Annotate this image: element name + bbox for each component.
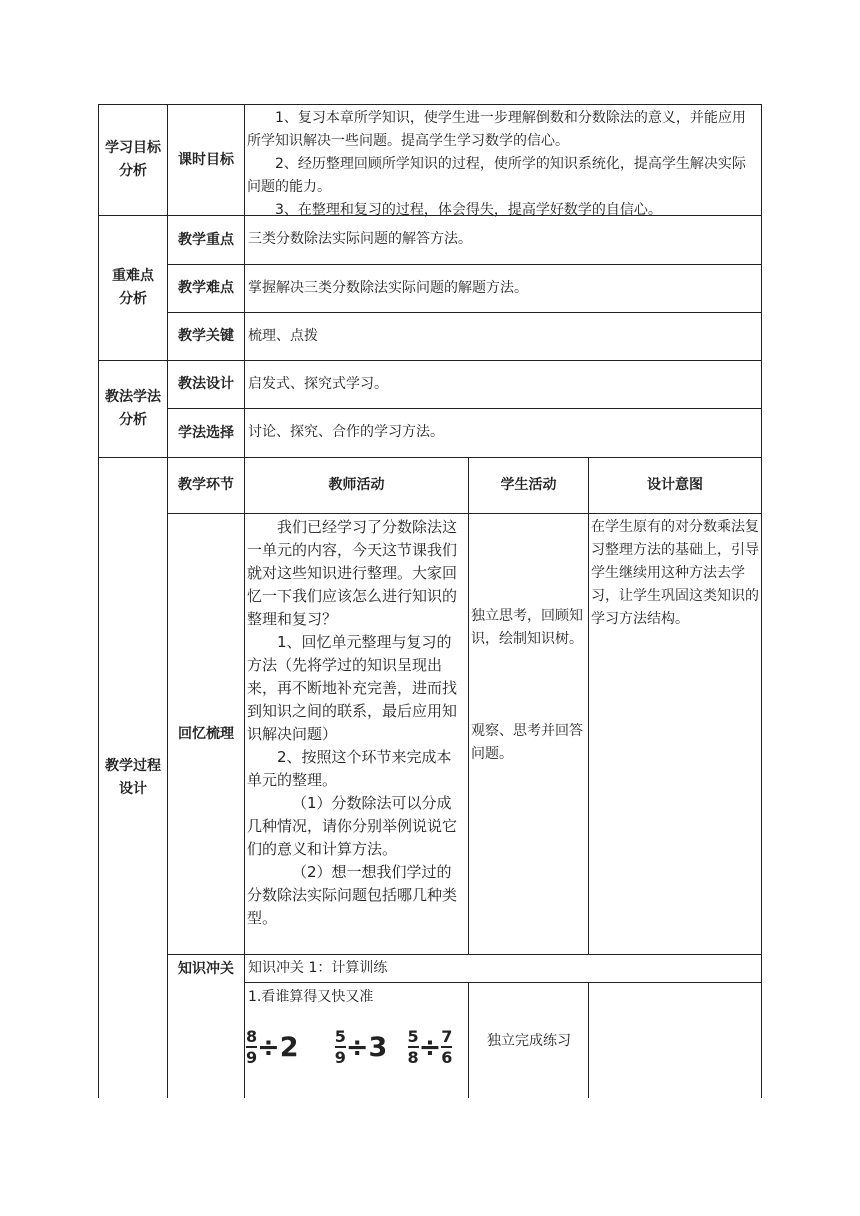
teacher-para-2-1: （1）分数除法可以分成几种情况，请你分别举例说说它们的意义和计算方法。 <box>247 794 458 858</box>
numerator: 5 <box>334 1027 346 1046</box>
teacher-para-2: 2、按照这个环节来完成本单元的整理。 <box>247 748 452 789</box>
header-teaching-stage: 教学环节 <box>178 477 234 493</box>
recall-teacher-activity <box>247 516 466 930</box>
label-learning-method: 学法选择 <box>178 424 234 441</box>
knowledge-task: 1.看谁算得又快又准 <box>248 989 374 1005</box>
sub-lesson-goals: 课时目标 <box>178 151 234 168</box>
text-teaching-difficulty: 掌握解决三类分数除法实际问题的解题方法。 <box>248 280 528 296</box>
row-line-2 <box>167 264 762 265</box>
denominator: 6 <box>441 1048 453 1067</box>
denominator: 8 <box>407 1048 419 1067</box>
row-line-8 <box>167 954 762 955</box>
section-teaching-process: 教学过程设计 <box>105 758 161 797</box>
recall-design-intent: 在学生原有的对分数乘法复习整理方法的基础上，引导学生继续用这种方法去学习，让学生巩固这类知识的学习方法结构。 <box>591 519 759 627</box>
table-col-divider-2 <box>244 104 245 1098</box>
recall-student-activity-2: 观察、思考并回答问题。 <box>471 723 583 762</box>
table-right-border <box>761 104 762 1098</box>
goal-3: 3、在整理和复习的过程，体会得失，提高学好数学的自信心。 <box>275 202 662 218</box>
expression-1 <box>246 1027 304 1067</box>
table-col-divider-3b <box>468 982 469 1098</box>
stage-knowledge-check: 知识冲关 <box>178 960 234 977</box>
header-student-activity: 学生活动 <box>500 477 557 493</box>
row-line-5 <box>167 408 762 409</box>
row-line-3 <box>167 312 762 313</box>
label-teaching-focus: 教学重点 <box>178 231 234 248</box>
row-line-9 <box>244 982 762 983</box>
row-line-7 <box>167 513 762 514</box>
fraction-expressions <box>246 1028 468 1088</box>
teacher-para-2-2: （2）想一想我们学过的分数除法实际问题包括哪几种类型。 <box>247 863 458 927</box>
lesson-goals-text <box>247 107 759 222</box>
label-teaching-difficulty: 教学难点 <box>178 280 234 296</box>
header-teacher-activity: 教师活动 <box>328 477 385 493</box>
fraction-7-6 <box>441 1028 452 1066</box>
divide-sign: ÷ <box>345 1031 369 1063</box>
knowledge-title: 知识冲关 1：计算训练 <box>248 960 388 976</box>
fraction-8-9 <box>246 1028 257 1066</box>
goal-1: 1、复习本章所学知识，使学生进一步理解倒数和分数除法的意义，并能应用所学知识解决一些问题。提高学生学习数学的信心。 <box>247 110 746 149</box>
numerator: 8 <box>246 1027 258 1046</box>
label-teaching-key: 教学关键 <box>178 328 234 344</box>
recall-student-activity-1: 独立思考，回顾知识，绘制知识树。 <box>471 608 583 647</box>
table-col-divider-4a <box>588 457 589 955</box>
goal-2: 2、经历整理回顾所学知识的过程，使所学的知识系统化，提高学生解决实际问题的能力。 <box>247 156 746 195</box>
text-learning-method: 讨论、探究、合作的学习方法。 <box>248 424 444 440</box>
denominator: 9 <box>246 1048 258 1067</box>
knowledge-student-activity: 独立完成练习 <box>487 1033 571 1049</box>
fraction-5-9 <box>335 1028 346 1066</box>
divisor: 2 <box>279 1031 299 1063</box>
text-teaching-key: 梳理、点拨 <box>248 328 318 344</box>
stage-recall: 回忆梳理 <box>178 725 234 742</box>
text-teaching-focus: 三类分数除法实际问题的解答方法。 <box>248 231 472 247</box>
text-teaching-method: 启发式、探究式学习。 <box>248 376 388 392</box>
section-focus-analysis: 重难点分析 <box>112 268 154 307</box>
table-col-divider-4b <box>588 982 589 1098</box>
section-method-analysis: 教法学法分析 <box>105 389 161 428</box>
numerator: 7 <box>441 1027 453 1046</box>
header-design-intent: 设计意图 <box>647 477 703 493</box>
denominator: 9 <box>334 1048 346 1067</box>
table-col-divider-3a <box>468 457 469 955</box>
numerator: 5 <box>407 1027 419 1046</box>
expression-2 <box>334 1027 393 1067</box>
expression-3 <box>407 1027 453 1067</box>
divide-sign: ÷ <box>257 1031 280 1063</box>
divide-sign: ÷ <box>418 1031 442 1063</box>
divisor: 3 <box>368 1031 388 1063</box>
fraction-5-8 <box>408 1028 419 1066</box>
section-learning-goals: 学习目标分析 <box>105 140 161 179</box>
teacher-para-1: 1、回忆单元整理与复习的方法（先将学过的知识呈现出来，再不断地补充完善，进而找到知识之间的联系，最后应用知识解决问题） <box>247 633 458 743</box>
teacher-para-intro: 我们已经学习了分数除法这一单元的内容，今天这节课我们就对这些知识进行整理。大家回忆一下我们应该怎么进行知识的整理和复习？ <box>247 518 458 628</box>
label-teaching-method: 教法设计 <box>178 376 234 392</box>
